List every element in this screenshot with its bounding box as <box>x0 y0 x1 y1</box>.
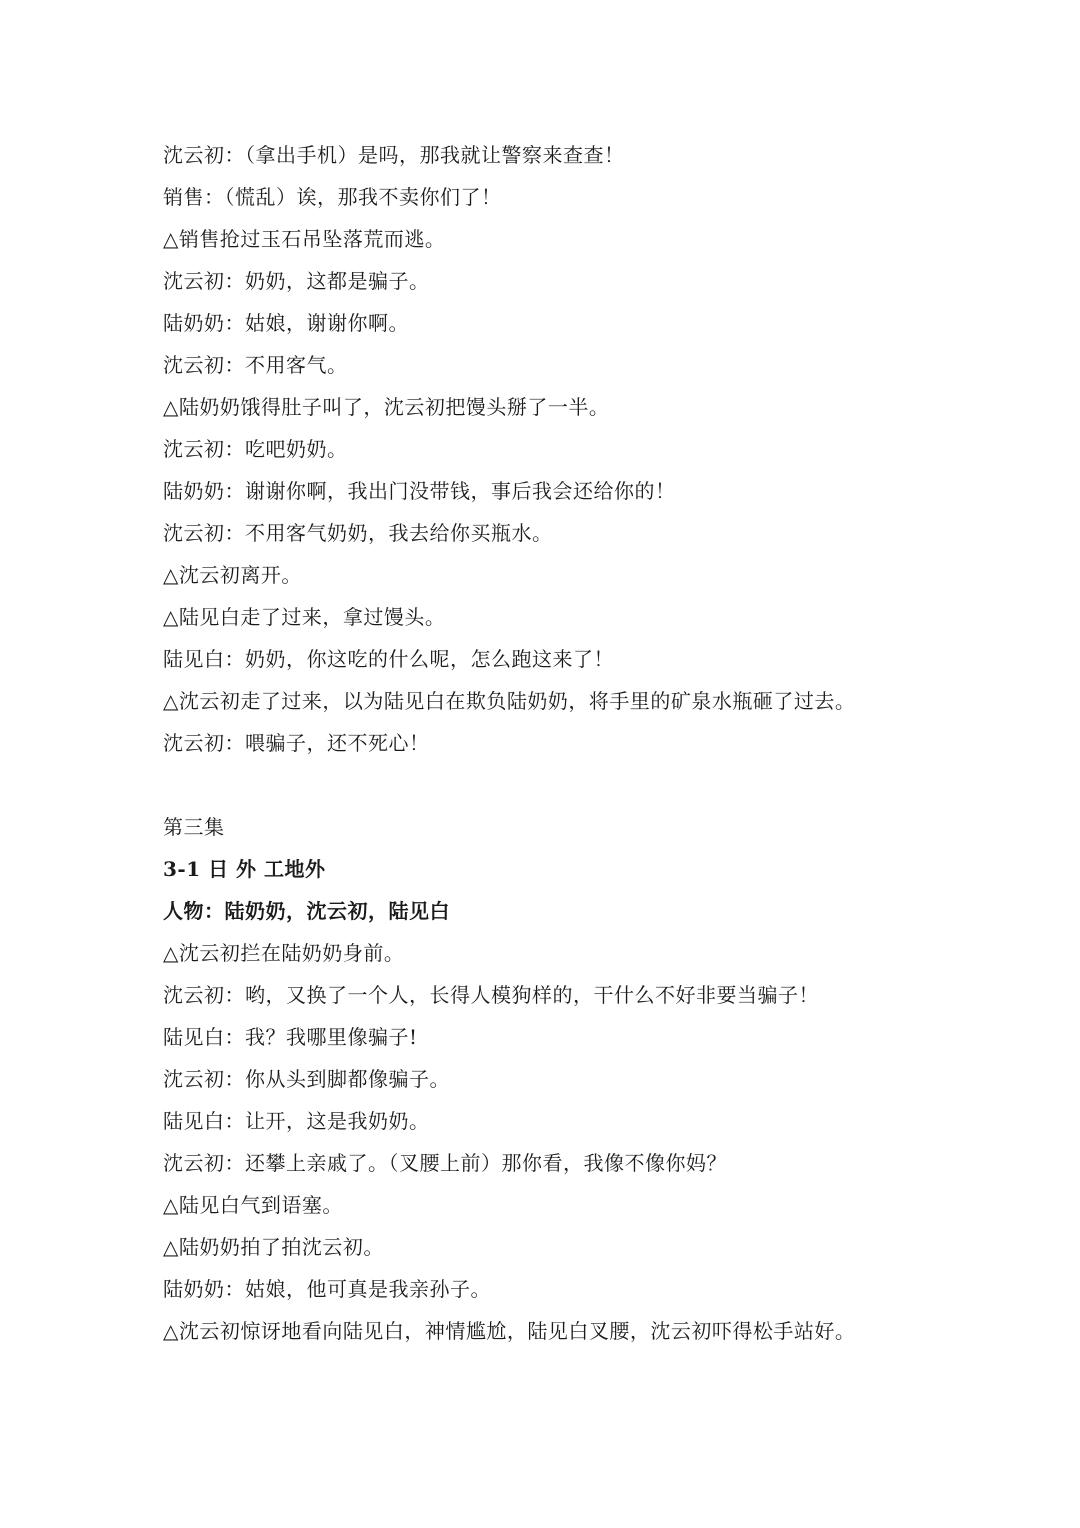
section-spacer <box>163 764 1023 806</box>
script-line: 陆奶奶：谢谢你啊，我出门没带钱，事后我会还给你的！ <box>163 479 676 503</box>
script-line: 沈云初：吃吧奶奶。 <box>163 437 348 461</box>
script-line: △陆奶奶拍了拍沈云初。 <box>163 1235 384 1259</box>
script-line: 沈云初：你从头到脚都像骗子。 <box>163 1067 450 1091</box>
script-line: 沈云初：不用客气。 <box>163 353 348 377</box>
script-line: △沈云初走了过来，以为陆见白在欺负陆奶奶，将手里的矿泉水瓶砸了过去。 <box>163 689 856 713</box>
script-line: 沈云初：不用客气奶奶，我去给你买瓶水。 <box>163 521 553 545</box>
script-line: △销售抢过玉石吊坠落荒而逃。 <box>163 227 446 251</box>
script-line: △沈云初离开。 <box>163 563 302 587</box>
script-line: 沈云初：还攀上亲戚了。（叉腰上前）那你看，我像不像你妈？ <box>163 1151 727 1175</box>
script-line: △陆奶奶饿得肚子叫了，沈云初把馒头掰了一半。 <box>163 395 610 419</box>
script-line: 沈云初：奶奶，这都是骗子。 <box>163 269 430 293</box>
script-line: 陆奶奶：姑娘，他可真是我亲孙子。 <box>163 1277 491 1301</box>
characters-line: 人物：陆奶奶，沈云初，陆见白 <box>163 899 450 923</box>
script-line: 销售：（慌乱）诶，那我不卖你们了！ <box>163 185 502 209</box>
scene-heading: 3-1 日 外 工地外 <box>163 857 326 881</box>
script-line: △沈云初惊讶地看向陆见白，神情尴尬，陆见白叉腰，沈云初吓得松手站好。 <box>163 1319 856 1343</box>
script-line: 沈云初：哟，又换了一个人，长得人模狗样的，干什么不好非要当骗子！ <box>163 983 819 1007</box>
script-line: 陆见白：奶奶，你这吃的什么呢，怎么跑这来了！ <box>163 647 614 671</box>
script-line: △沈云初拦在陆奶奶身前。 <box>163 941 405 965</box>
script-line: △陆见白走了过来，拿过馒头。 <box>163 605 446 629</box>
script-page <box>163 134 1023 1352</box>
script-line: 沈云初：（拿出手机）是吗，那我就让警察来查查！ <box>163 143 625 167</box>
script-line: 陆见白：我？我哪里像骗子! <box>163 1025 418 1049</box>
script-line: 陆见白：让开，这是我奶奶。 <box>163 1109 430 1133</box>
script-line: 沈云初：喂骗子，还不死心！ <box>163 731 430 755</box>
episode-title: 第三集 <box>163 815 225 839</box>
script-line: 陆奶奶：姑娘，谢谢你啊。 <box>163 311 409 335</box>
script-line: △陆见白气到语塞。 <box>163 1193 343 1217</box>
